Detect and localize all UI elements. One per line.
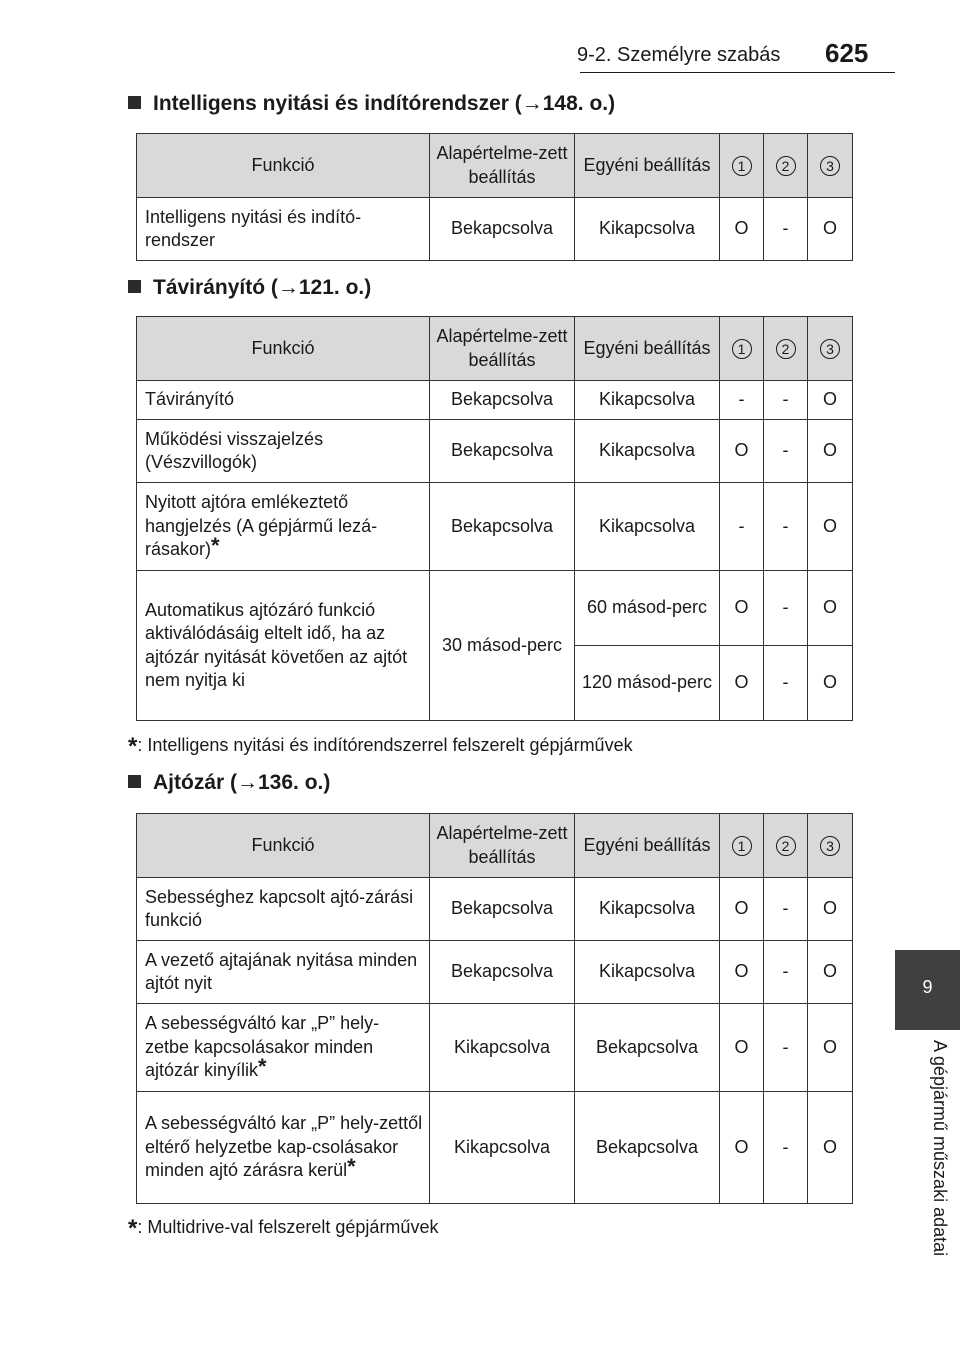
section-heading-text: Távirányító (→121. o.) — [153, 276, 372, 299]
cell-c1: O — [720, 1004, 764, 1092]
circled-3-icon: 3 — [820, 156, 840, 176]
settings-table-doorlock — [136, 813, 853, 1204]
circled-2-icon: 2 — [776, 836, 796, 856]
circled-1-icon: 1 — [732, 156, 752, 176]
circled-3-icon: 3 — [820, 836, 840, 856]
cell-default: Bekapcsolva — [430, 483, 575, 571]
table-row — [137, 483, 853, 571]
cell-c3: O — [808, 420, 853, 483]
col-default: Alapértelme-zett beállítás — [430, 814, 575, 878]
cell-func: Intelligens nyitási és indító-rendszer — [137, 198, 430, 261]
table-row — [137, 878, 853, 941]
square-bullet-icon — [128, 96, 141, 109]
circled-1-icon: 1 — [732, 836, 752, 856]
cell-c2: - — [764, 198, 808, 261]
circled-2-icon: 2 — [776, 156, 796, 176]
footnote-remote — [128, 733, 633, 761]
cell-default: Bekapcsolva — [430, 198, 575, 261]
cell-func-text: Nyitott ajtóra emlékeztető hangjelzés (A gépjármű lezá-rásakor) — [145, 492, 378, 560]
footnote-text: : Multidrive-val felszerelt gépjárművek — [137, 1217, 439, 1237]
section-heading-doorlock — [128, 771, 330, 795]
cell-c1: O — [720, 941, 764, 1004]
page-header — [0, 0, 960, 80]
cell-custom: 60 másod-perc — [575, 571, 720, 646]
chapter-number: 9 — [922, 977, 933, 997]
col-custom: Egyéni beállítás — [575, 134, 720, 198]
cell-c3: O — [808, 1092, 853, 1204]
cell-c1: O — [720, 878, 764, 941]
square-bullet-icon — [128, 280, 141, 293]
cell-c2: - — [764, 941, 808, 1004]
col-custom: Egyéni beállítás — [575, 317, 720, 381]
cell-custom: Bekapcsolva — [575, 1004, 720, 1092]
asterisk-marker: * — [258, 1054, 267, 1080]
cell-func: Távirányító — [137, 381, 430, 420]
cell-c3: O — [808, 941, 853, 1004]
asterisk-marker: * — [128, 733, 138, 760]
col-2 — [764, 317, 808, 381]
asterisk-marker: * — [347, 1154, 356, 1180]
cell-c2: - — [764, 420, 808, 483]
cell-c1: O — [720, 198, 764, 261]
circled-3-icon: 3 — [820, 339, 840, 359]
cell-c3: O — [808, 198, 853, 261]
asterisk-marker: * — [128, 1215, 138, 1242]
cell-c3: O — [808, 878, 853, 941]
chapter-tab — [895, 950, 960, 1030]
col-func: Funkció — [137, 317, 430, 381]
cell-func: Működési visszajelzés (Vészvillogók) — [137, 420, 430, 483]
table-header-row — [137, 814, 853, 878]
cell-c2: - — [764, 646, 808, 721]
section-heading-text: Intelligens nyitási és indítórendszer (→148. o.) — [153, 92, 616, 115]
cell-c1: O — [720, 1092, 764, 1204]
cell-default: Bekapcsolva — [430, 420, 575, 483]
cell-c1: O — [720, 646, 764, 721]
cell-func-text: A sebességváltó kar „P” hely-zettől eltérő helyzetbe kap-csolásakor minden ajtó zárásra kerül — [145, 1113, 423, 1181]
table-row — [137, 571, 853, 646]
cell-func — [137, 1092, 430, 1204]
col-default: Alapértelme-zett beállítás — [430, 134, 575, 198]
table-row — [137, 420, 853, 483]
cell-custom: Kikapcsolva — [575, 483, 720, 571]
cell-default: Kikapcsolva — [430, 1092, 575, 1204]
footnote-text: : Intelligens nyitási és indítórendszerrel felszerelt gépjárművek — [137, 735, 633, 755]
cell-default: Bekapcsolva — [430, 381, 575, 420]
cell-c1: O — [720, 420, 764, 483]
cell-c2: - — [764, 878, 808, 941]
cell-custom: Kikapcsolva — [575, 381, 720, 420]
section-heading-intelligent — [128, 92, 615, 116]
circled-1-icon: 1 — [732, 339, 752, 359]
cell-func: Automatikus ajtózáró funkció aktiválódásáig eltelt idő, ha az ajtózár nyitását követően az ajtót nem nyitja ki — [137, 571, 430, 721]
cell-custom: Kikapcsolva — [575, 198, 720, 261]
cell-custom: 120 másod-perc — [575, 646, 720, 721]
cell-default: Bekapcsolva — [430, 941, 575, 1004]
settings-table-intelligent — [136, 133, 853, 261]
col-func: Funkció — [137, 814, 430, 878]
table-header-row — [137, 317, 853, 381]
col-2 — [764, 134, 808, 198]
cell-default: 30 másod-perc — [430, 571, 575, 721]
cell-c1: - — [720, 381, 764, 420]
table-row — [137, 1004, 853, 1092]
col-default: Alapértelme-zett beállítás — [430, 317, 575, 381]
cell-c2: - — [764, 571, 808, 646]
page-number: 625 — [825, 38, 869, 68]
table-row — [137, 198, 853, 261]
col-1 — [720, 134, 764, 198]
circled-2-icon: 2 — [776, 339, 796, 359]
col-3 — [808, 134, 853, 198]
cell-func — [137, 483, 430, 571]
col-2 — [764, 814, 808, 878]
cell-custom: Kikapcsolva — [575, 878, 720, 941]
col-custom: Egyéni beállítás — [575, 814, 720, 878]
col-func: Funkció — [137, 134, 430, 198]
section-heading-remote — [128, 276, 371, 300]
cell-default: Bekapcsolva — [430, 878, 575, 941]
table-row — [137, 941, 853, 1004]
table-row — [137, 381, 853, 420]
footnote-doorlock — [128, 1215, 438, 1243]
col-1 — [720, 814, 764, 878]
square-bullet-icon — [128, 775, 141, 788]
cell-c3: O — [808, 1004, 853, 1092]
cell-c2: - — [764, 483, 808, 571]
table-row — [137, 1092, 853, 1204]
cell-c2: - — [764, 1004, 808, 1092]
chapter-title: A gépjármű műszaki adatai — [930, 1040, 950, 1257]
header-rule — [580, 72, 895, 73]
cell-func — [137, 1004, 430, 1092]
cell-c3: O — [808, 483, 853, 571]
cell-custom: Kikapcsolva — [575, 941, 720, 1004]
cell-func-text: A sebességváltó kar „P” hely-zetbe kapcsolásakor minden ajtózár kinyílik — [145, 1013, 380, 1081]
cell-default: Kikapcsolva — [430, 1004, 575, 1092]
asterisk-marker: * — [211, 533, 220, 559]
section-heading-text: Ajtózár (→136. o.) — [153, 771, 331, 794]
cell-c2: - — [764, 1092, 808, 1204]
col-1 — [720, 317, 764, 381]
cell-custom: Kikapcsolva — [575, 420, 720, 483]
table-header-row — [137, 134, 853, 198]
cell-c3: O — [808, 381, 853, 420]
settings-table-remote — [136, 316, 853, 721]
cell-c1: - — [720, 483, 764, 571]
col-3 — [808, 814, 853, 878]
section-title: 9-2. Személyre szabás — [577, 44, 781, 66]
cell-custom: Bekapcsolva — [575, 1092, 720, 1204]
cell-c2: - — [764, 381, 808, 420]
col-3 — [808, 317, 853, 381]
cell-c1: O — [720, 571, 764, 646]
cell-c3: O — [808, 646, 853, 721]
cell-c3: O — [808, 571, 853, 646]
cell-func: A vezető ajtajának nyitása minden ajtót nyit — [137, 941, 430, 1004]
cell-func: Sebességhez kapcsolt ajtó-zárási funkció — [137, 878, 430, 941]
